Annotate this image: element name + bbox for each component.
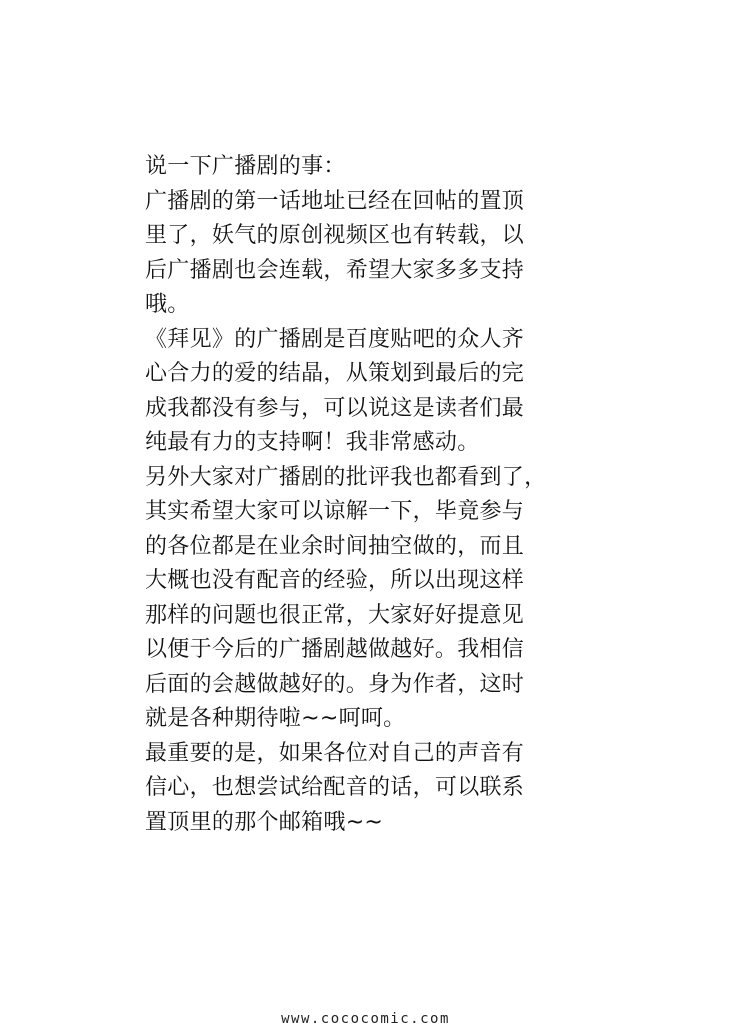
text-line: 后面的会越做越好的。身为作者，这时 [145, 671, 525, 697]
text-line: 以便于今后的广播剧越做越好。我相信 [145, 637, 525, 662]
text-line: 后广播剧也会连载，希望大家多多支持 [145, 257, 525, 283]
text-line: 广播剧的第一话地址已经在回帖的置顶 [145, 188, 525, 214]
text-line: 哦。 [145, 292, 190, 317]
text-line: 其实希望大家可以谅解一下，毕竟参与 [145, 499, 525, 524]
text-line: 另外大家对广播剧的批评我也都看到了， [145, 464, 547, 490]
text-line: 说一下广播剧的事： [145, 154, 346, 179]
text-line: 置顶里的那个邮箱哦~~ [145, 809, 384, 835]
author-note-text [145, 150, 595, 840]
text-line: 纯最有力的支持啊！我非常感动。 [145, 430, 480, 455]
text-line: 成我都没有参与，可以说这是读者们最 [145, 395, 525, 421]
text-line: 信心，也想尝试给配音的话，可以联系 [145, 775, 525, 800]
text-line: 《拜见》的广播剧是百度贴吧的众人齐 [145, 326, 525, 352]
text-line: 最重要的是，如果各位对自己的声音有 [145, 740, 525, 766]
text-line: 就是各种期待啦~~呵呵。 [145, 706, 406, 731]
site-watermark: www.cococomic.com [281, 1011, 450, 1027]
text-line: 大概也没有配音的经验，所以出现这样 [145, 568, 525, 593]
text-line: 里了，妖气的原创视频区也有转载，以 [145, 223, 525, 248]
text-line: 那样的问题也很正常，大家好好提意见 [145, 602, 525, 628]
text-line: 心合力的爱的结晶，从策划到最后的完 [145, 361, 525, 386]
text-line: 的各位都是在业余时间抽空做的，而且 [145, 533, 525, 559]
